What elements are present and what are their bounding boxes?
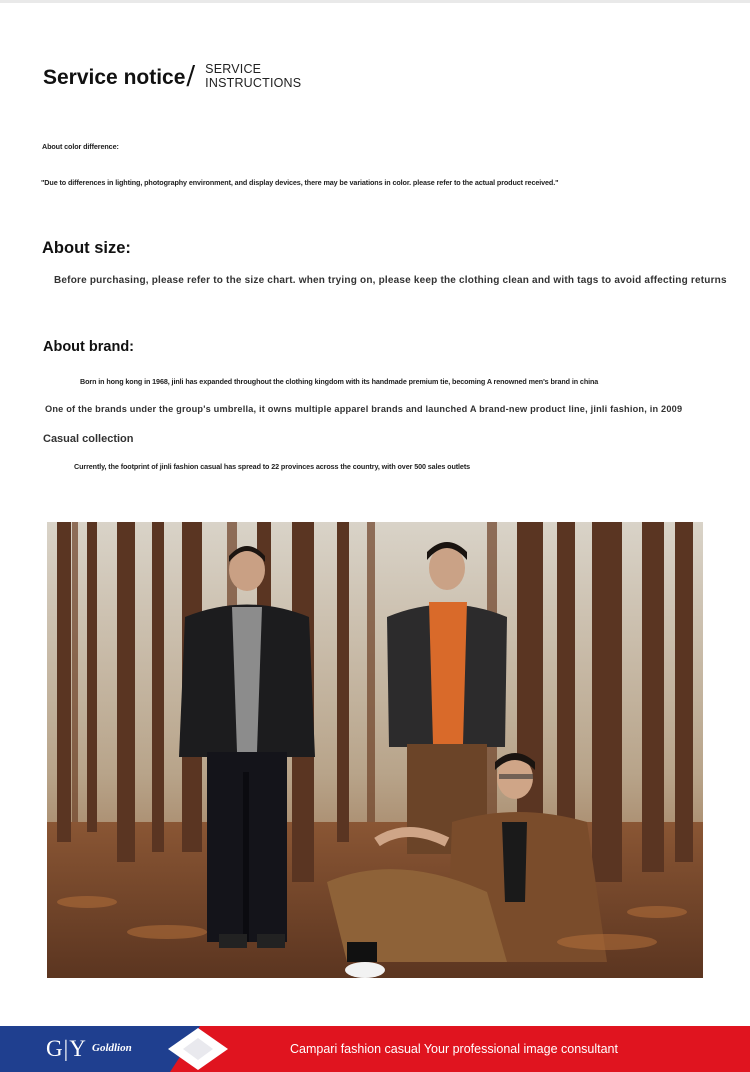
casual-heading: Casual collection [43,433,134,445]
size-heading: About size: [42,239,131,257]
title-slash: / [186,61,196,91]
subtitle-line-2: INSTRUCTIONS [205,76,302,90]
gy-logo: G|Y [46,1036,87,1061]
footer-banner [0,1026,750,1072]
color-heading: About color difference: [42,142,119,151]
subtitle-line-1: SERVICE [205,62,262,76]
page-title: Service notice [43,66,186,89]
footer-tagline: Campari fashion casual Your professional image consultant [290,1042,618,1056]
brand-text-1: Born in hong kong in 1968, jinli has expanded throughout the clothing kingdom with its handmade premium tie, becoming A renowned men's brand in china [80,377,599,386]
brand-heading: About brand: [43,339,135,355]
brand-text-3: Currently, the footprint of jinli fashion casual has spread to 22 provinces across the country, with over 500 sales outlets [74,462,471,471]
top-divider [0,0,750,3]
color-text: "Due to differences in lighting, photography environment, and display devices, there may be variations in color. please refer to the actual product received." [41,178,559,187]
product-photo [47,522,703,978]
page-header [43,62,301,92]
goldlion-logo: Goldlion [92,1042,132,1054]
brand-text-2: One of the brands under the group's umbrella, it owns multiple apparel brands and launched A brand-new product line, jinli fashion, in 2009 [45,404,683,414]
size-text: Before purchasing, please refer to the size chart. when trying on, please keep the clothing clean and with tags to avoid affecting returns [54,275,727,286]
page-subtitle [205,62,301,90]
